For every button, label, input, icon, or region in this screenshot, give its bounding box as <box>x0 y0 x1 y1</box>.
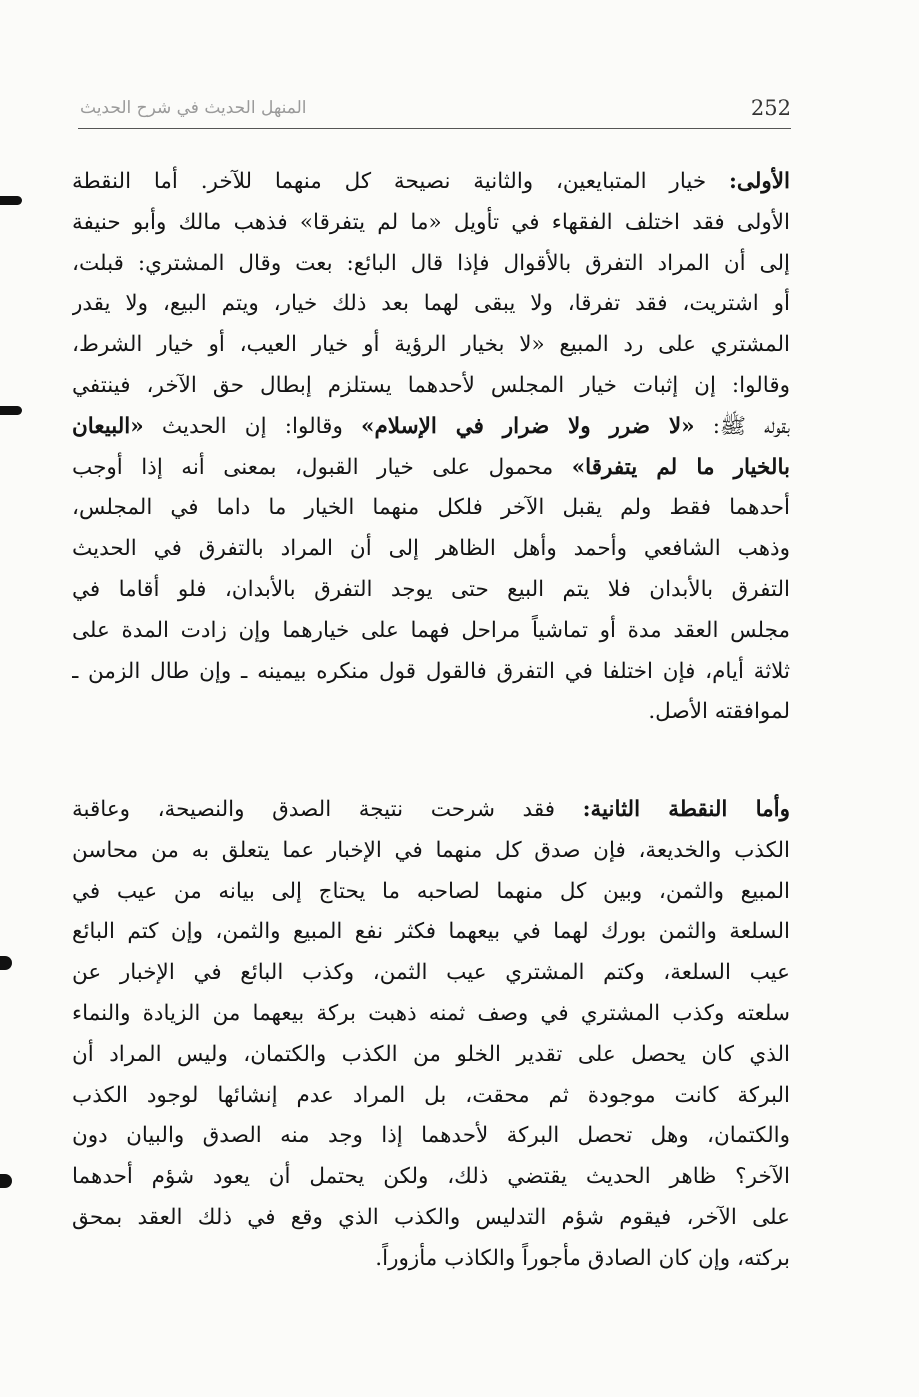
point-label: وأما النقطة الثانية: <box>582 797 790 822</box>
text-line: لموافقته الأصل. <box>648 699 790 725</box>
text-line: الذي كان يحصل على تقدير الخلو من الكذب والكتمان، وليس المراد أن <box>72 1041 790 1067</box>
page-header <box>78 92 791 129</box>
text-line: الآخر؟ ظاهر الحديث يقتضي ذلك، ولكن يحتمل أن يعود شؤم أحدهما <box>72 1164 790 1190</box>
margin-mark <box>0 406 22 415</box>
hadith-quote: «البيعان <box>72 413 144 439</box>
text-line: على الآخر، فيقوم شؤم التدليس والكذب الذي وقع في ذلك العقد بمحق <box>72 1204 790 1230</box>
text-line: الأولى: خيار المتبايعين، والثانية نصيحة كل منهما للآخر. أما النقطة <box>72 169 790 194</box>
text-line: ثلاثة أيام، فإن اختلفا في التفرق فالقول قول منكره بيمينه ـ وإن طال الزمن ـ <box>72 658 790 684</box>
margin-mark <box>0 956 12 970</box>
hadith-quote: بالخيار ما لم يتفرقا» <box>571 454 790 480</box>
text-line: بقوله ﷺ: «لا ضرر ولا ضرار في الإسلام» وقالوا: إن الحديث «البيعان <box>72 413 790 439</box>
point-label: الأولى: <box>728 169 790 194</box>
text-line: وأما النقطة الثانية: فقد شرحت نتيجة الصدق والنصيحة، وعاقبة <box>72 797 790 822</box>
text-line: مجلس العقد مدة أو تماشياً مراحل فهما على خيارهما وإن زادت المدة على <box>72 617 790 643</box>
text-line: وقالوا: إن إثبات خيار المجلس لأحدهما يستلزم إبطال حق الآخر، فينتفي <box>72 372 790 398</box>
page-number: 252 <box>750 96 791 120</box>
text-line: بالخيار ما لم يتفرقا» محمول على خيار القبول، بمعنى أنه إذا أوجب <box>72 454 790 480</box>
text-line: أحدهما فقط ولم يقبل الآخر فلكل منهما الخيار ما داما في المجلس، <box>72 495 790 521</box>
text-line: التفرق بالأبدان فلا يتم البيع حتى يوجد التفرق بالأبدان، فلو أقاما في <box>72 576 790 602</box>
margin-mark <box>0 1174 12 1188</box>
running-title: المنهل الحديث في شرح الحديث <box>80 98 307 118</box>
paragraph-first-point <box>72 162 790 733</box>
text-line: وذهب الشافعي وأحمد وأهل الظاهر إلى أن المراد بالتفرق في الحديث <box>72 536 790 562</box>
text-line: سلعته وكذب المشتري في وصف ثمنه ذهبت بركة بيعهما من الزيادة والنماء <box>72 1000 790 1026</box>
text-line: السلعة والثمن بورك لهما في بيعهما فكثر نفع المبيع والثمن، وإن كتم البائع <box>72 919 790 945</box>
text-line: المشتري على رد المبيع «لا بخيار الرؤية أو خيار العيب، أو خيار الشرط، <box>72 332 790 358</box>
text-line: أو اشتريت، فقد تفرقا، ولا يبقى لهما بعد ذلك خيار، ويتم البيع، ولا يقدر <box>72 291 790 317</box>
text-line: البركة كانت موجودة ثم محقت، بل المراد عدم إنشائها لوجود الكذب <box>72 1082 790 1108</box>
text-line: الكذب والخديعة، فإن صدق كل منهما في الإخبار عما يتعلق به من محاسن <box>72 837 790 863</box>
paragraph-second-point <box>72 790 790 1280</box>
text-line: إلى أن المراد التفرق بالأقوال فإذا قال البائع: بعت وقال المشتري: قبلت، <box>72 250 790 276</box>
hadith-quote: «لا ضرر ولا ضرار في الإسلام» <box>361 413 695 439</box>
text-line: بركته، وإن كان الصادق مأجوراً والكاذب مأزوراً. <box>375 1245 790 1271</box>
text-line: والكتمان، وهل تحصل البركة لأحدهما إذا وجد منه الصدق والبيان دون <box>72 1123 790 1149</box>
text-line: عيب السلعة، وكتم المشتري عيب الثمن، وكذب البائع في الإخبار عن <box>72 960 790 986</box>
text-line: الأولى فقد اختلف الفقهاء في تأويل «ما لم يتفرقا» فذهب مالك وأبو حنيفة <box>72 209 790 235</box>
text-line: المبيع والثمن، وبين كل منهما لصاحبه ما يحتاج إلى بيانه من عيب في <box>72 878 790 904</box>
margin-mark <box>0 196 22 205</box>
